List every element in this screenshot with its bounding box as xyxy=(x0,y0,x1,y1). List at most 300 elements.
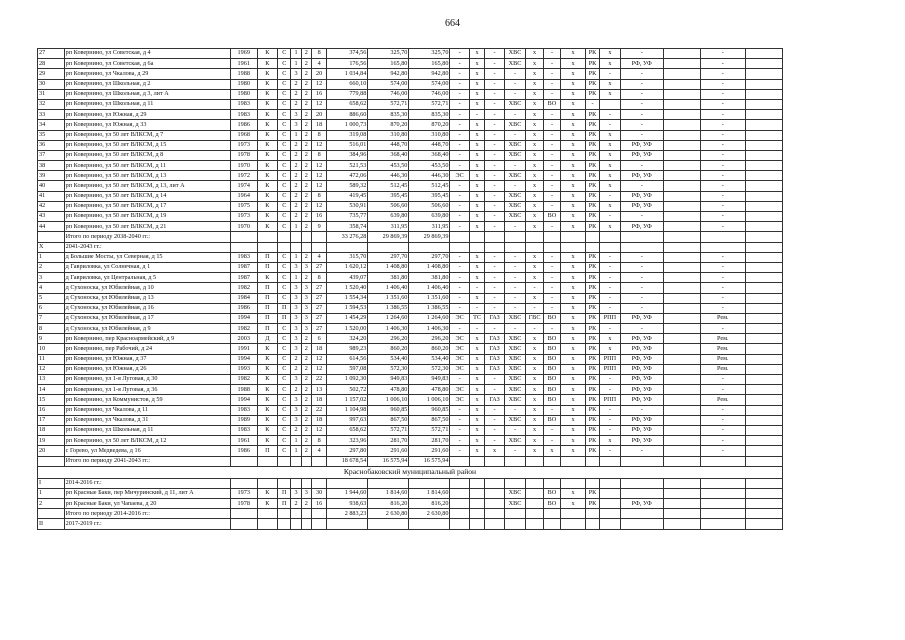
address-cell: рп Ковернино, ул Коммунистов, д 59 xyxy=(64,395,230,405)
table-cell: 816,20 xyxy=(409,499,450,509)
table-cell xyxy=(663,375,700,385)
table-cell: х xyxy=(469,212,484,222)
table-cell: - xyxy=(504,262,526,272)
table-cell: - xyxy=(700,171,745,181)
table-cell: - xyxy=(450,436,469,446)
table-cell: 18 xyxy=(311,395,326,405)
table-cell: 419,45 xyxy=(327,191,368,201)
table-cell: 381,80 xyxy=(368,273,409,283)
table-cell: 1973 xyxy=(230,488,257,498)
address-cell: рп Ковернино, пер Красноармейский, д 9 xyxy=(64,334,230,344)
table-cell: х xyxy=(561,49,586,59)
table-cell: 1975 xyxy=(230,201,257,211)
table-cell: РФ, УФ xyxy=(620,499,663,509)
table-cell xyxy=(526,488,543,498)
table-cell: - xyxy=(450,110,469,120)
table-cell: 34 xyxy=(38,120,65,130)
table-cell: 368,40 xyxy=(409,150,450,160)
table-cell: ЭС xyxy=(450,395,469,405)
address-cell: рп Ковернино, ул 50 лет ВЛКСМ, д 21 xyxy=(64,222,230,232)
table-cell: - xyxy=(450,405,469,415)
table-cell: - xyxy=(620,161,663,171)
table-cell: 16 xyxy=(38,405,65,415)
table-cell: 33 276,28 xyxy=(327,232,368,242)
table-cell: - xyxy=(700,161,745,171)
table-cell: х xyxy=(526,415,543,425)
table-cell: П xyxy=(278,313,291,323)
table-cell: ХВС xyxy=(504,334,526,344)
table-cell xyxy=(663,191,700,201)
table-cell: - xyxy=(600,110,621,120)
table-cell: П xyxy=(278,303,291,313)
table-cell: 512,45 xyxy=(368,181,409,191)
table-cell xyxy=(745,150,782,160)
table-cell: С xyxy=(278,385,291,395)
table-cell: 2 xyxy=(301,150,311,160)
table-cell xyxy=(745,49,782,59)
table-cell: - xyxy=(485,252,504,262)
table-cell: РФ, УФ xyxy=(620,140,663,150)
table-cell: - xyxy=(600,273,621,283)
table-cell: 3 xyxy=(301,283,311,293)
table-cell: х xyxy=(469,89,484,99)
table-cell: ХВС xyxy=(504,191,526,201)
table-cell: РК xyxy=(585,110,599,120)
table-cell xyxy=(663,140,700,150)
table-cell: - xyxy=(485,262,504,272)
table-cell: 2 xyxy=(301,446,311,456)
table-cell xyxy=(600,242,621,252)
table-cell xyxy=(745,120,782,130)
table-cell: х xyxy=(600,222,621,232)
table-cell: - xyxy=(504,130,526,140)
table-cell: х xyxy=(561,293,586,303)
table-cell xyxy=(278,509,291,519)
table-cell: 2 xyxy=(291,191,301,201)
table-row xyxy=(38,405,783,415)
table-cell: 3 xyxy=(38,273,65,283)
table-cell: х xyxy=(526,150,543,160)
district-table-row xyxy=(38,509,783,519)
table-cell: Рем. xyxy=(700,395,745,405)
table-cell: РК xyxy=(585,344,599,354)
table-cell: П xyxy=(257,324,278,334)
table-cell: - xyxy=(543,140,560,150)
address-cell: рп Ковернино, ул 50 лет ВЛКСМ, д 11 xyxy=(64,161,230,171)
table-cell: П xyxy=(278,499,291,509)
table-cell: 3 xyxy=(291,324,301,334)
table-cell: - xyxy=(504,222,526,232)
table-cell xyxy=(291,242,301,252)
table-cell: х xyxy=(561,488,586,498)
table-cell: ВО xyxy=(543,99,560,109)
table-cell xyxy=(745,293,782,303)
table-cell: х xyxy=(526,99,543,109)
table-row xyxy=(38,375,783,385)
table-cell: 1 104,98 xyxy=(327,405,368,415)
table-cell: 16 xyxy=(311,212,326,222)
table-cell: 325,70 xyxy=(409,49,450,59)
table-cell: ХВС xyxy=(504,364,526,374)
table-cell: ГАЗ xyxy=(485,364,504,374)
table-cell: - xyxy=(485,212,504,222)
table-cell: 1 157,02 xyxy=(327,395,368,405)
table-cell: 1970 xyxy=(230,161,257,171)
table-cell: - xyxy=(620,89,663,99)
table-cell: С xyxy=(278,130,291,140)
table-cell: 472,06 xyxy=(327,171,368,181)
table-cell xyxy=(450,488,469,498)
table-cell: П xyxy=(257,293,278,303)
table-cell: х xyxy=(526,181,543,191)
table-cell: - xyxy=(485,425,504,435)
table-row xyxy=(38,293,783,303)
table-row xyxy=(38,273,783,283)
table-cell: х xyxy=(526,201,543,211)
table-cell: 478,80 xyxy=(409,385,450,395)
table-cell: - xyxy=(700,252,745,262)
table-cell xyxy=(450,242,469,252)
table-cell: - xyxy=(450,140,469,150)
table-cell xyxy=(327,519,368,529)
table-cell: - xyxy=(485,150,504,160)
table-cell xyxy=(504,509,526,519)
table-cell: х xyxy=(543,446,560,456)
address-cell: рп Ковернино, ул Советская, д 4 xyxy=(64,49,230,59)
table-cell xyxy=(663,344,700,354)
table-cell: - xyxy=(700,415,745,425)
table-cell xyxy=(663,415,700,425)
table-cell: 1 xyxy=(291,273,301,283)
table-cell: 13 xyxy=(311,385,326,395)
table-cell: 17 xyxy=(38,415,65,425)
table-cell: РПП xyxy=(600,313,621,323)
table-cell: 1974 xyxy=(230,181,257,191)
table-cell: 1 814,60 xyxy=(368,488,409,498)
page-number: 664 xyxy=(445,18,460,29)
table-cell: 2 xyxy=(301,171,311,181)
table-cell: 2 xyxy=(301,415,311,425)
table-cell: 3 xyxy=(291,334,301,344)
table-cell xyxy=(301,478,311,488)
table-cell: 8 xyxy=(311,191,326,201)
table-cell: РК xyxy=(585,334,599,344)
table-cell: 1 520,40 xyxy=(327,283,368,293)
table-cell: - xyxy=(700,120,745,130)
table-cell: х xyxy=(469,161,484,171)
table-cell: 2 xyxy=(301,364,311,374)
table-cell: 3 xyxy=(301,313,311,323)
table-row xyxy=(38,49,783,59)
table-cell: ХВС xyxy=(504,499,526,509)
table-cell xyxy=(311,478,326,488)
table-cell: 589,32 xyxy=(327,181,368,191)
table-cell: 27 xyxy=(311,303,326,313)
table-cell: 325,70 xyxy=(368,49,409,59)
table-cell xyxy=(745,212,782,222)
table-cell: - xyxy=(504,324,526,334)
table-cell xyxy=(745,313,782,323)
table-cell: - xyxy=(469,324,484,334)
table-cell: 3 xyxy=(291,110,301,120)
table-cell: 291,60 xyxy=(409,446,450,456)
table-cell: - xyxy=(504,161,526,171)
table-cell: РК xyxy=(585,59,599,69)
table-cell: 8 xyxy=(38,324,65,334)
table-cell: - xyxy=(700,303,745,313)
table-cell: 1983 xyxy=(230,99,257,109)
table-cell: 1 408,80 xyxy=(409,262,450,272)
table-cell: 3 xyxy=(301,488,311,498)
table-cell: 27 xyxy=(311,262,326,272)
table-cell xyxy=(543,509,560,519)
table-cell: - xyxy=(700,99,745,109)
table-cell: 1 xyxy=(291,446,301,456)
table-cell: 3 xyxy=(291,313,301,323)
table-cell: РК xyxy=(585,49,599,59)
table-cell: 29 xyxy=(38,69,65,79)
table-cell: - xyxy=(504,425,526,435)
table-cell: 12 xyxy=(311,161,326,171)
table-cell: С xyxy=(278,436,291,446)
table-cell: - xyxy=(450,150,469,160)
table-cell xyxy=(600,232,621,242)
table-cell xyxy=(600,519,621,529)
table-cell: - xyxy=(504,446,526,456)
table-cell: - xyxy=(485,130,504,140)
table-cell: 1994 xyxy=(230,354,257,364)
table-cell: РФ, УФ xyxy=(620,334,663,344)
table-cell xyxy=(469,499,484,509)
table-cell: - xyxy=(543,181,560,191)
table-cell: х xyxy=(561,130,586,140)
table-cell: РПП xyxy=(600,364,621,374)
table-cell: 33 xyxy=(38,110,65,120)
table-cell: - xyxy=(700,446,745,456)
table-cell: - xyxy=(450,262,469,272)
table-cell: - xyxy=(700,293,745,303)
table-cell: 1961 xyxy=(230,436,257,446)
table-cell xyxy=(663,354,700,364)
table-cell: х xyxy=(561,171,586,181)
table-cell: - xyxy=(450,222,469,232)
table-cell: ВО xyxy=(543,212,560,222)
table-cell: 27 xyxy=(311,324,326,334)
table-cell: 1 xyxy=(38,252,65,262)
address-cell: рп Ковернино, ул Южная, д 26 xyxy=(64,364,230,374)
table-cell: - xyxy=(620,273,663,283)
table-cell: 324,20 xyxy=(327,334,368,344)
table-cell: ТС xyxy=(469,313,484,323)
table-cell: ЭС xyxy=(450,344,469,354)
table-cell: х xyxy=(600,436,621,446)
table-cell: х xyxy=(600,171,621,181)
table-cell: х xyxy=(469,446,484,456)
table-cell: - xyxy=(543,89,560,99)
table-cell: - xyxy=(543,49,560,59)
table-cell xyxy=(561,232,586,242)
table-cell: 22 xyxy=(311,405,326,415)
table-cell xyxy=(469,478,484,488)
table-cell: ХВС xyxy=(504,150,526,160)
table-cell: С xyxy=(278,110,291,120)
table-cell: 38 xyxy=(38,161,65,171)
table-cell: 2 xyxy=(301,252,311,262)
table-cell: РК xyxy=(585,181,599,191)
table-cell: ГАЗ xyxy=(485,344,504,354)
table-cell: 12 xyxy=(311,99,326,109)
table-cell: 319,08 xyxy=(327,130,368,140)
table-cell: 597,08 xyxy=(327,364,368,374)
table-cell xyxy=(663,212,700,222)
table-cell xyxy=(600,478,621,488)
table-cell: х xyxy=(561,334,586,344)
table-cell: 12 xyxy=(311,354,326,364)
table-cell: 323,96 xyxy=(327,436,368,446)
table-cell: РК xyxy=(585,313,599,323)
table-cell: х xyxy=(526,89,543,99)
table-cell: - xyxy=(485,171,504,181)
table-cell: х xyxy=(561,425,586,435)
table-cell: РК xyxy=(585,375,599,385)
table-cell: 2 xyxy=(301,201,311,211)
table-cell: 2 xyxy=(291,181,301,191)
table-cell: - xyxy=(543,436,560,446)
table-cell: - xyxy=(485,201,504,211)
table-cell: х xyxy=(526,171,543,181)
table-cell: РК xyxy=(585,405,599,415)
table-cell: РК xyxy=(585,120,599,130)
table-cell xyxy=(745,252,782,262)
table-cell: х xyxy=(600,181,621,191)
table-cell: К xyxy=(257,222,278,232)
table-cell: 2 xyxy=(301,120,311,130)
table-cell: х xyxy=(526,385,543,395)
table-cell: РК xyxy=(585,161,599,171)
table-cell: 2 xyxy=(301,181,311,191)
table-cell: РК xyxy=(585,212,599,222)
table-cell: ХВС xyxy=(504,201,526,211)
table-cell: 8 xyxy=(311,130,326,140)
table-cell xyxy=(311,242,326,252)
table-cell: 7 xyxy=(38,313,65,323)
table-cell: х xyxy=(600,49,621,59)
table-cell: С xyxy=(278,262,291,272)
table-row xyxy=(38,262,783,272)
table-cell: РФ, УФ xyxy=(620,201,663,211)
table-cell: - xyxy=(543,59,560,69)
table-cell: ВО xyxy=(543,344,560,354)
table-cell: 384,96 xyxy=(327,150,368,160)
table-cell: 572,71 xyxy=(368,99,409,109)
table-cell xyxy=(327,478,368,488)
table-cell: 942,80 xyxy=(368,69,409,79)
table-cell: 18 xyxy=(311,120,326,130)
table-cell: - xyxy=(469,303,484,313)
table-row xyxy=(38,99,783,109)
address-cell: д Сухоноска, ул Юбилейная, д 16 xyxy=(64,303,230,313)
table-cell: х xyxy=(469,415,484,425)
table-cell: РФ, УФ xyxy=(620,425,663,435)
table-cell xyxy=(291,456,301,466)
table-cell: 989,23 xyxy=(327,344,368,354)
table-cell: 1 386,55 xyxy=(409,303,450,313)
table-cell: 1988 xyxy=(230,385,257,395)
table-cell: К xyxy=(257,79,278,89)
table-cell xyxy=(469,509,484,519)
table-cell: 816,20 xyxy=(368,499,409,509)
table-cell: х xyxy=(526,262,543,272)
table-cell xyxy=(38,232,65,242)
table-cell: - xyxy=(450,99,469,109)
table-cell: 30 xyxy=(311,488,326,498)
table-cell: 1964 xyxy=(230,191,257,201)
table-cell: 1 406,30 xyxy=(409,324,450,334)
table-cell: С xyxy=(278,120,291,130)
table-cell xyxy=(745,89,782,99)
table-cell: - xyxy=(620,79,663,89)
table-cell: 13 xyxy=(38,375,65,385)
address-cell: 2014-2016 гг.: xyxy=(64,478,230,488)
table-cell: 36 xyxy=(38,140,65,150)
table-cell: ГАЗ xyxy=(485,395,504,405)
table-cell: х xyxy=(526,273,543,283)
table-cell: 3 xyxy=(301,293,311,303)
table-cell: 2 xyxy=(38,262,65,272)
table-cell xyxy=(485,478,504,488)
table-cell: ХВС xyxy=(504,436,526,446)
table-cell xyxy=(600,499,621,509)
table-cell: - xyxy=(600,283,621,293)
table-cell: 960,85 xyxy=(409,405,450,415)
table-cell: х xyxy=(561,324,586,334)
table-cell: 12 xyxy=(311,364,326,374)
table-cell: 949,83 xyxy=(409,375,450,385)
table-cell: 886,60 xyxy=(327,110,368,120)
address-cell: д Сухоноска, ул Юбилейная, д 9 xyxy=(64,324,230,334)
table-row xyxy=(38,212,783,222)
table-cell xyxy=(526,478,543,488)
table-cell: 574,00 xyxy=(409,79,450,89)
table-cell xyxy=(745,130,782,140)
address-cell: рп Ковернино, ул Южная, д 29 xyxy=(64,110,230,120)
table-cell: 1 000,73 xyxy=(327,120,368,130)
table-cell xyxy=(257,456,278,466)
table-cell: - xyxy=(700,425,745,435)
table-cell: 22 xyxy=(311,375,326,385)
table-cell: 639,80 xyxy=(409,212,450,222)
table-cell: 439,07 xyxy=(327,273,368,283)
table-cell: - xyxy=(543,324,560,334)
table-cell xyxy=(585,509,599,519)
address-cell: рп Ковернино, ул 50 лет ВЛКСМ, д 15 xyxy=(64,140,230,150)
table-cell: - xyxy=(600,262,621,272)
table-cell: 2 xyxy=(301,89,311,99)
table-cell: - xyxy=(450,252,469,262)
table-cell: - xyxy=(543,425,560,435)
table-cell: 8 xyxy=(311,436,326,446)
table-cell: х xyxy=(526,130,543,140)
table-cell: х xyxy=(561,99,586,109)
table-cell: - xyxy=(485,89,504,99)
table-cell: 2 xyxy=(38,499,65,509)
table-cell: С xyxy=(278,201,291,211)
table-cell xyxy=(485,232,504,242)
table-cell: - xyxy=(504,69,526,79)
table-cell xyxy=(745,364,782,374)
table-cell: - xyxy=(700,201,745,211)
table-cell: 1973 xyxy=(230,212,257,222)
